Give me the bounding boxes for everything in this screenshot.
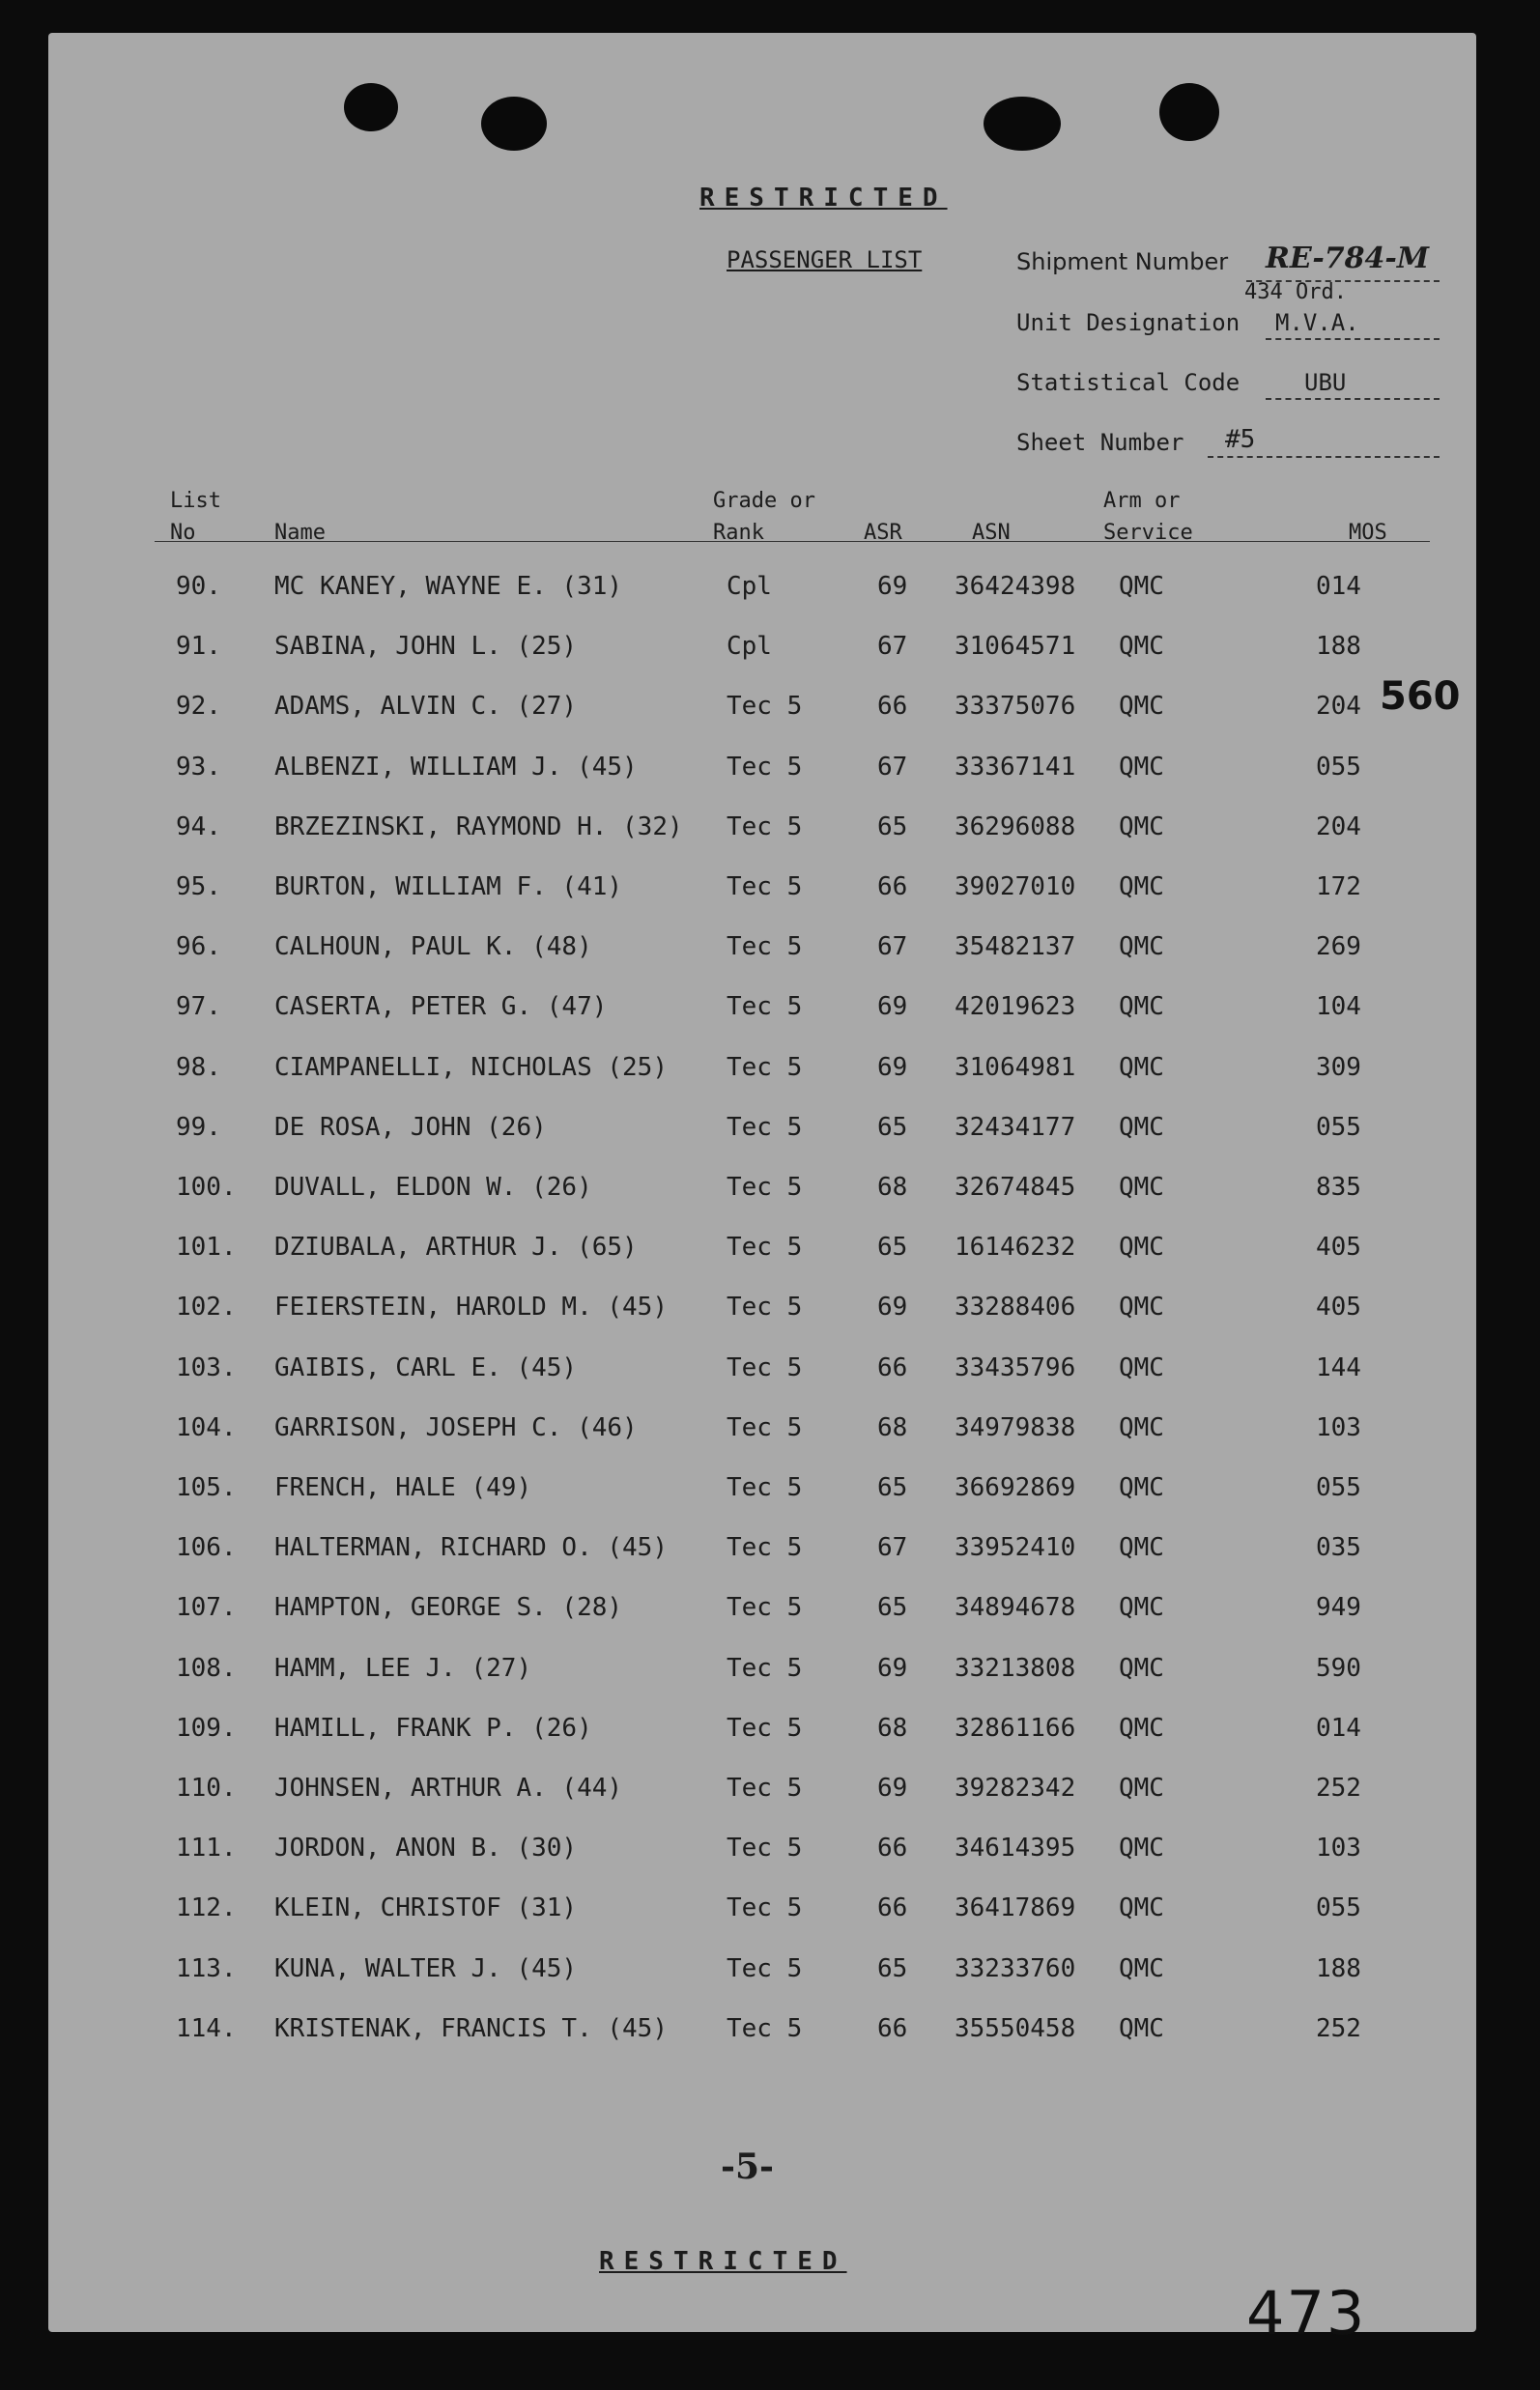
list-no-cell: 110.	[176, 1774, 237, 1803]
table-row	[0, 2014, 1540, 2053]
asr-cell: 65	[877, 1593, 908, 1622]
name-cell: BRZEZINSKI, RAYMOND H. (32)	[274, 812, 683, 841]
sheet-number-label: Sheet Number	[1016, 429, 1184, 456]
arm-cell: QMC	[1119, 1233, 1164, 1262]
statistical-code-value: UBU	[1304, 369, 1347, 396]
mos-cell: 055	[1316, 1893, 1361, 1922]
arm-cell: QMC	[1119, 692, 1164, 721]
mos-cell: 405	[1316, 1293, 1361, 1322]
list-no-cell: 99.	[176, 1113, 221, 1142]
table-row	[0, 1593, 1540, 1632]
grade-cell: Tec 5	[727, 1233, 803, 1262]
name-cell: KUNA, WALTER J. (45)	[274, 1954, 578, 1983]
list-no-cell: 90.	[176, 572, 221, 601]
name-cell: MC KANEY, WAYNE E. (31)	[274, 572, 623, 601]
grade-cell: Tec 5	[727, 1834, 803, 1863]
col-arm	[1103, 485, 1193, 549]
grade-cell: Tec 5	[727, 692, 803, 721]
arm-cell: QMC	[1119, 1834, 1164, 1863]
mos-cell: 252	[1316, 1774, 1361, 1803]
grade-cell: Tec 5	[727, 1533, 803, 1562]
arm-cell: QMC	[1119, 1714, 1164, 1743]
asn-cell: 42019623	[955, 992, 1076, 1021]
asn-cell: 36417869	[955, 1893, 1076, 1922]
list-no-cell: 112.	[176, 1893, 237, 1922]
list-no-cell: 109.	[176, 1714, 237, 1743]
grade-cell: Tec 5	[727, 1053, 803, 1082]
name-cell: CIAMPANELLI, NICHOLAS (25)	[274, 1053, 668, 1082]
grade-cell: Tec 5	[727, 1654, 803, 1683]
punch-hole	[1159, 83, 1219, 141]
name-cell: DZIUBALA, ARTHUR J. (65)	[274, 1233, 638, 1262]
arm-cell: QMC	[1119, 753, 1164, 782]
table-row	[0, 1233, 1540, 1271]
mos-cell: 035	[1316, 1533, 1361, 1562]
arm-cell: QMC	[1119, 632, 1164, 661]
col-grade-line2: Rank	[713, 521, 764, 545]
asr-cell: 67	[877, 932, 908, 961]
list-no-cell: 106.	[176, 1533, 237, 1562]
list-no-cell: 91.	[176, 632, 221, 661]
table-row	[0, 1413, 1540, 1452]
table-row	[0, 1834, 1540, 1872]
col-grade-line1: Grade or	[713, 489, 815, 513]
mos-cell: 204	[1316, 692, 1361, 721]
arm-cell: QMC	[1119, 932, 1164, 961]
col-name: Name	[274, 521, 326, 545]
grade-cell: Tec 5	[727, 1293, 803, 1322]
table-row	[0, 872, 1540, 911]
asn-cell: 33375076	[955, 692, 1076, 721]
arm-cell: QMC	[1119, 572, 1164, 601]
grade-cell: Tec 5	[727, 1774, 803, 1803]
table-row	[0, 1714, 1540, 1752]
asn-cell: 16146232	[955, 1233, 1076, 1262]
grade-cell: Tec 5	[727, 1714, 803, 1743]
mos-cell: 014	[1316, 572, 1361, 601]
grade-cell: Tec 5	[727, 812, 803, 841]
table-row	[0, 1053, 1540, 1092]
mos-cell: 204	[1316, 812, 1361, 841]
asr-cell: 69	[877, 992, 908, 1021]
col-asn: ASN	[972, 521, 1011, 545]
arm-cell: QMC	[1119, 1893, 1164, 1922]
list-no-cell: 104.	[176, 1413, 237, 1442]
shipment-number-value: RE-784-M	[1266, 242, 1430, 275]
name-cell: JORDON, ANON B. (30)	[274, 1834, 578, 1863]
table-row	[0, 1473, 1540, 1512]
table-row	[0, 1533, 1540, 1572]
grade-cell: Tec 5	[727, 1593, 803, 1622]
asr-cell: 65	[877, 1954, 908, 1983]
ord-note: 434 Ord.	[1244, 280, 1347, 304]
list-no-cell: 100.	[176, 1173, 237, 1202]
header-underline	[155, 541, 1430, 542]
arm-cell: QMC	[1119, 1113, 1164, 1142]
arm-cell: QMC	[1119, 1413, 1164, 1442]
list-no-cell: 113.	[176, 1954, 237, 1983]
asr-cell: 66	[877, 2014, 908, 2043]
asn-cell: 33952410	[955, 1533, 1076, 1562]
asn-cell: 31064981	[955, 1053, 1076, 1082]
arm-cell: QMC	[1119, 812, 1164, 841]
name-cell: BURTON, WILLIAM F. (41)	[274, 872, 623, 901]
list-no-cell: 92.	[176, 692, 221, 721]
arm-cell: QMC	[1119, 1654, 1164, 1683]
arm-cell: QMC	[1119, 1353, 1164, 1382]
sheet-underline	[1208, 456, 1440, 458]
asn-cell: 35550458	[955, 2014, 1076, 2043]
asr-cell: 66	[877, 692, 908, 721]
asr-cell: 67	[877, 1533, 908, 1562]
col-grade	[713, 485, 815, 549]
grade-cell: Tec 5	[727, 1413, 803, 1442]
arm-cell: QMC	[1119, 1593, 1164, 1622]
asn-cell: 32674845	[955, 1173, 1076, 1202]
table-row	[0, 572, 1540, 611]
arm-cell: QMC	[1119, 1473, 1164, 1502]
list-no-cell: 103.	[176, 1353, 237, 1382]
col-arm-line1: Arm or	[1103, 489, 1181, 513]
mos-cell: 188	[1316, 1954, 1361, 1983]
asr-cell: 66	[877, 1353, 908, 1382]
table-row	[0, 1173, 1540, 1211]
unit-designation-label: Unit Designation	[1016, 309, 1241, 336]
name-cell: ALBENZI, WILLIAM J. (45)	[274, 753, 638, 782]
table-row	[0, 632, 1540, 670]
asn-cell: 32434177	[955, 1113, 1076, 1142]
col-arm-line2: Service	[1103, 521, 1193, 545]
asr-cell: 66	[877, 1834, 908, 1863]
list-no-cell: 97.	[176, 992, 221, 1021]
asr-cell: 67	[877, 632, 908, 661]
arm-cell: QMC	[1119, 992, 1164, 1021]
asn-cell: 39027010	[955, 872, 1076, 901]
unit-underline	[1266, 338, 1440, 340]
mos-cell: 172	[1316, 872, 1361, 901]
mos-cell: 835	[1316, 1173, 1361, 1202]
name-cell: KLEIN, CHRISTOF (31)	[274, 1893, 578, 1922]
name-cell: FRENCH, HALE (49)	[274, 1473, 532, 1502]
grade-cell: Tec 5	[727, 753, 803, 782]
mos-cell: 055	[1316, 1473, 1361, 1502]
mos-cell: 252	[1316, 2014, 1361, 2043]
arm-cell: QMC	[1119, 1954, 1164, 1983]
mos-cell: 103	[1316, 1834, 1361, 1863]
grade-cell: Tec 5	[727, 1893, 803, 1922]
mos-cell: 309	[1316, 1053, 1361, 1082]
punch-hole	[344, 83, 398, 131]
name-cell: CASERTA, PETER G. (47)	[274, 992, 608, 1021]
grade-cell: Tec 5	[727, 1954, 803, 1983]
name-cell: ADAMS, ALVIN C. (27)	[274, 692, 578, 721]
asr-cell: 65	[877, 1473, 908, 1502]
list-no-cell: 96.	[176, 932, 221, 961]
table-row	[0, 812, 1540, 851]
asr-cell: 65	[877, 1233, 908, 1262]
name-cell: HALTERMAN, RICHARD O. (45)	[274, 1533, 668, 1562]
mos-cell: 405	[1316, 1233, 1361, 1262]
col-list-no-line2: No	[170, 521, 196, 545]
name-cell: GAIBIS, CARL E. (45)	[274, 1353, 578, 1382]
grade-cell: Tec 5	[727, 872, 803, 901]
asn-cell: 36692869	[955, 1473, 1076, 1502]
restricted-heading: RESTRICTED	[699, 184, 948, 213]
asr-cell: 68	[877, 1413, 908, 1442]
asr-cell: 67	[877, 753, 908, 782]
asr-cell: 69	[877, 1293, 908, 1322]
table-row	[0, 692, 1540, 730]
list-no-cell: 111.	[176, 1834, 237, 1863]
asn-cell: 36296088	[955, 812, 1076, 841]
list-no-cell: 93.	[176, 753, 221, 782]
name-cell: FEIERSTEIN, HAROLD M. (45)	[274, 1293, 668, 1322]
asn-cell: 33288406	[955, 1293, 1076, 1322]
col-mos: MOS	[1349, 521, 1387, 545]
mos-cell: 269	[1316, 932, 1361, 961]
name-cell: DUVALL, ELDON W. (26)	[274, 1173, 592, 1202]
name-cell: HAMM, LEE J. (27)	[274, 1654, 532, 1683]
grade-cell: Tec 5	[727, 1173, 803, 1202]
asn-cell: 36424398	[955, 572, 1076, 601]
asn-cell: 34894678	[955, 1593, 1076, 1622]
punch-hole	[984, 97, 1061, 151]
asr-cell: 69	[877, 1774, 908, 1803]
mos-cell: 103	[1316, 1413, 1361, 1442]
asr-cell: 66	[877, 1893, 908, 1922]
asn-cell: 33233760	[955, 1954, 1076, 1983]
mos-cell: 055	[1316, 1113, 1361, 1142]
name-cell: DE ROSA, JOHN (26)	[274, 1113, 547, 1142]
col-asr: ASR	[864, 521, 902, 545]
table-row	[0, 1893, 1540, 1932]
arm-cell: QMC	[1119, 1053, 1164, 1082]
asn-cell: 35482137	[955, 932, 1076, 961]
table-row	[0, 1954, 1540, 1993]
name-cell: HAMPTON, GEORGE S. (28)	[274, 1593, 623, 1622]
passenger-list-title: PASSENGER LIST	[727, 246, 923, 273]
archive-number: 473	[1246, 2278, 1367, 2348]
asn-cell: 34979838	[955, 1413, 1076, 1442]
restricted-footer: RESTRICTED	[599, 2247, 847, 2276]
grade-cell: Tec 5	[727, 1113, 803, 1142]
unit-designation-value: M.V.A.	[1275, 309, 1359, 336]
asn-cell: 33367141	[955, 753, 1076, 782]
arm-cell: QMC	[1119, 1533, 1164, 1562]
name-cell: HAMILL, FRANK P. (26)	[274, 1714, 592, 1743]
name-cell: JOHNSEN, ARTHUR A. (44)	[274, 1774, 623, 1803]
stat-underline	[1266, 398, 1440, 400]
list-no-cell: 114.	[176, 2014, 237, 2043]
name-cell: KRISTENAK, FRANCIS T. (45)	[274, 2014, 668, 2043]
list-no-cell: 108.	[176, 1654, 237, 1683]
arm-cell: QMC	[1119, 2014, 1164, 2043]
list-no-cell: 95.	[176, 872, 221, 901]
list-no-cell: 105.	[176, 1473, 237, 1502]
stamp-number: 560	[1380, 674, 1461, 719]
col-list-no	[170, 485, 221, 549]
asn-cell: 32861166	[955, 1714, 1076, 1743]
list-no-cell: 98.	[176, 1053, 221, 1082]
mos-cell: 144	[1316, 1353, 1361, 1382]
list-no-cell: 107.	[176, 1593, 237, 1622]
mos-cell: 188	[1316, 632, 1361, 661]
mos-cell: 104	[1316, 992, 1361, 1021]
list-no-cell: 101.	[176, 1233, 237, 1262]
table-row	[0, 1654, 1540, 1693]
name-cell: SABINA, JOHN L. (25)	[274, 632, 578, 661]
arm-cell: QMC	[1119, 1293, 1164, 1322]
grade-cell: Tec 5	[727, 1473, 803, 1502]
statistical-code-label: Statistical Code	[1016, 369, 1241, 396]
asr-cell: 65	[877, 812, 908, 841]
asr-cell: 69	[877, 1053, 908, 1082]
grade-cell: Tec 5	[727, 932, 803, 961]
table-row	[0, 992, 1540, 1031]
col-list-no-line1: List	[170, 489, 221, 513]
page-number: -5-	[721, 2147, 774, 2187]
asn-cell: 33435796	[955, 1353, 1076, 1382]
list-no-cell: 94.	[176, 812, 221, 841]
asr-cell: 69	[877, 1654, 908, 1683]
grade-cell: Cpl	[727, 572, 772, 601]
punch-hole	[481, 97, 547, 151]
asn-cell: 33213808	[955, 1654, 1076, 1683]
table-row	[0, 753, 1540, 791]
table-row	[0, 1774, 1540, 1812]
mos-cell: 590	[1316, 1654, 1361, 1683]
table-row	[0, 932, 1540, 971]
arm-cell: QMC	[1119, 872, 1164, 901]
shipment-number-label: Shipment Number	[1016, 248, 1229, 275]
asn-cell: 34614395	[955, 1834, 1076, 1863]
grade-cell: Tec 5	[727, 2014, 803, 2043]
arm-cell: QMC	[1119, 1173, 1164, 1202]
list-no-cell: 102.	[176, 1293, 237, 1322]
table-row	[0, 1293, 1540, 1331]
asr-cell: 68	[877, 1173, 908, 1202]
mos-cell: 014	[1316, 1714, 1361, 1743]
grade-cell: Cpl	[727, 632, 772, 661]
name-cell: CALHOUN, PAUL K. (48)	[274, 932, 592, 961]
grade-cell: Tec 5	[727, 992, 803, 1021]
grade-cell: Tec 5	[727, 1353, 803, 1382]
sheet-number-value: #5	[1225, 425, 1256, 454]
asr-cell: 65	[877, 1113, 908, 1142]
mos-cell: 949	[1316, 1593, 1361, 1622]
asr-cell: 69	[877, 572, 908, 601]
table-row	[0, 1353, 1540, 1392]
arm-cell: QMC	[1119, 1774, 1164, 1803]
asr-cell: 66	[877, 872, 908, 901]
table-row	[0, 1113, 1540, 1152]
name-cell: GARRISON, JOSEPH C. (46)	[274, 1413, 638, 1442]
asr-cell: 68	[877, 1714, 908, 1743]
asn-cell: 31064571	[955, 632, 1076, 661]
asn-cell: 39282342	[955, 1774, 1076, 1803]
mos-cell: 055	[1316, 753, 1361, 782]
